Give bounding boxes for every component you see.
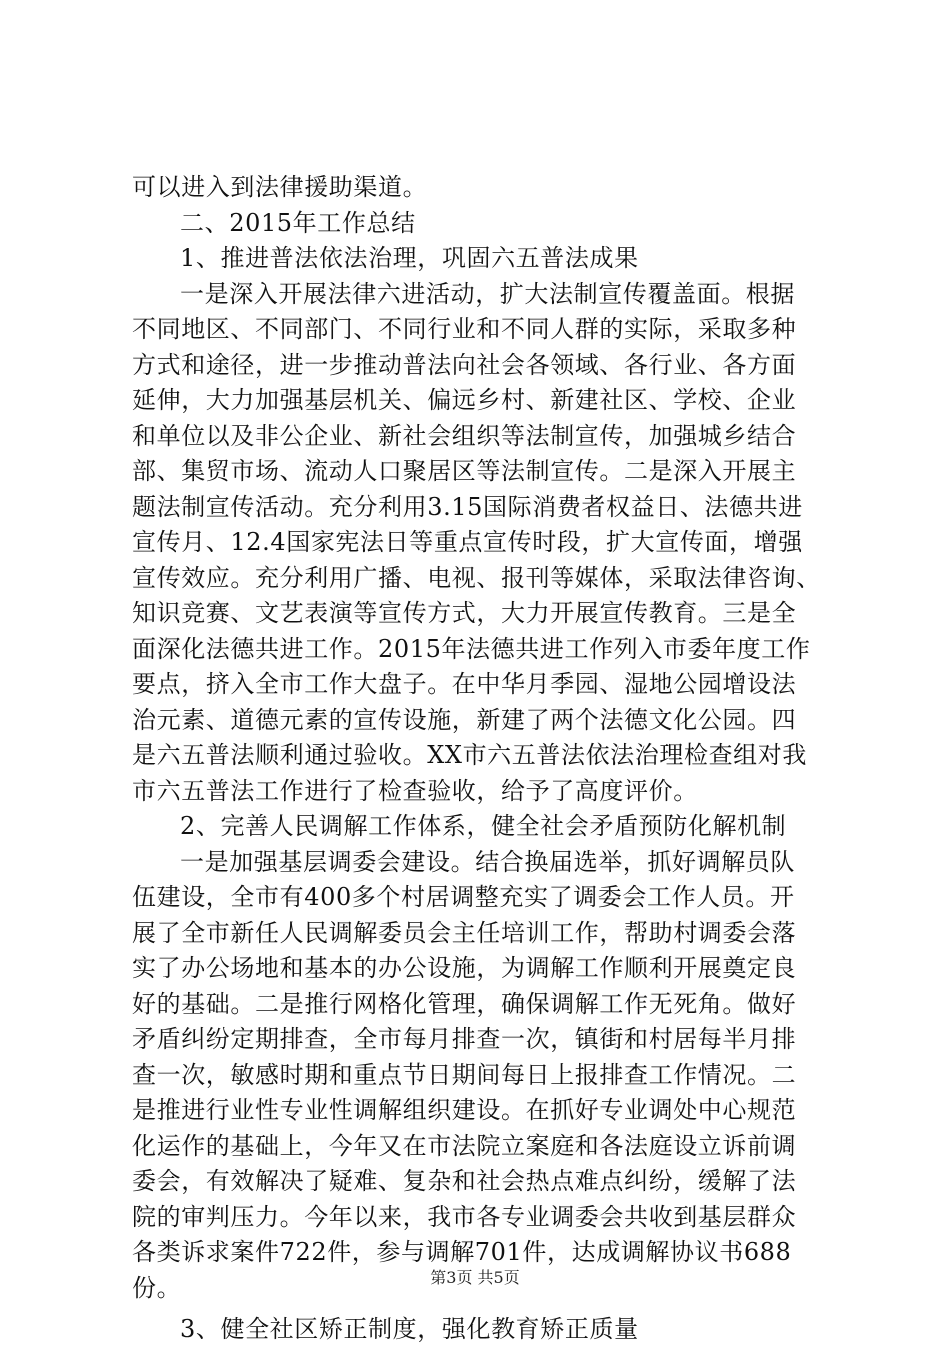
- paragraph-line: 好的基础。二是推行网格化管理，确保调解工作无死角。做好: [132, 989, 797, 1018]
- paragraph-line: 矛盾纠纷定期排查，全市每月排查一次，镇街和村居每半月排: [132, 1025, 797, 1053]
- paragraph-line: 一是加强基层调委会建设。结合换届选举，抓好调解员队: [180, 847, 795, 876]
- paragraph-line: 实了办公场地和基本的办公设施，为调解工作顺利开展奠定良: [132, 954, 797, 982]
- subsection-heading: 1、推进普法依法治理，巩固六五普法成果: [180, 244, 639, 272]
- paragraph-line: 院的审判压力。今年以来，我市各专业调委会共收到基层群众: [132, 1202, 797, 1231]
- paragraph-line: 市六五普法工作进行了检查验收，给予了高度评价。: [132, 776, 698, 805]
- document-body: [132, 170, 832, 1348]
- paragraph-line: 委会，有效解决了疑难、复杂和社会热点难点纠纷，缓解了法: [132, 1167, 797, 1195]
- page-number: 第3页 共5页: [430, 1268, 520, 1287]
- paragraph-line: 宣传月、12.4国家宪法日等重点宣传时段，扩大宣传面，增强: [132, 528, 803, 556]
- paragraph-line: 治元素、道德元素的宣传设施，新建了两个法德文化公园。四: [132, 705, 797, 734]
- paragraph-line: 各类诉求案件722件，参与调解701件，达成调解协议书688: [132, 1238, 792, 1266]
- paragraph-line: 查一次，敏感时期和重点节日期间每日上报排查工作情况。二: [132, 1060, 797, 1089]
- paragraph-line: 知识竞赛、文艺表演等宣传方式，大力开展宣传教育。三是全: [132, 599, 797, 627]
- paragraph-line: 伍建设，全市有400多个村居调整充实了调委会工作人员。开: [132, 883, 795, 911]
- paragraph-line: 和单位以及非公企业、新社会组织等法制宣传，加强城乡结合: [132, 421, 797, 450]
- paragraph-line: 展了全市新任人民调解委员会主任培训工作，帮助村调委会落: [132, 918, 797, 947]
- paragraph-line: 是推进行业性专业性调解组织建设。在抓好专业调处中心规范: [132, 1096, 797, 1124]
- paragraph-line: 宣传效应。充分利用广播、电视、报刊等媒体，采取法律咨询、: [132, 563, 821, 592]
- paragraph-line: 要点，挤入全市工作大盘子。在中华月季园、湿地公园增设法: [132, 670, 797, 698]
- subsection-heading: 3、健全社区矫正制度，强化教育矫正质量: [180, 1315, 639, 1343]
- paragraph-line: 题法制宣传活动。充分利用3.15国际消费者权益日、法德共进: [132, 492, 803, 521]
- paragraph-line: 面深化法德共进工作。2015年法德共进工作列入市委年度工作: [132, 634, 811, 663]
- paragraph-line: 方式和途径，进一步推动普法向社会各领域、各行业、各方面: [132, 350, 797, 379]
- paragraph-line: 延伸，大力加强基层机关、偏远乡村、新建社区、学校、企业: [132, 386, 797, 414]
- paragraph-line: 部、集贸市场、流动人口聚居区等法制宣传。二是深入开展主: [132, 457, 797, 485]
- paragraph-line: 一是深入开展法律六进活动，扩大法制宣传覆盖面。根据: [180, 279, 795, 308]
- paragraph-line: 化运作的基础上，今年又在市法院立案庭和各法庭设立诉前调: [132, 1131, 797, 1160]
- paragraph-line: 份。: [132, 1273, 182, 1302]
- paragraph-line: 不同地区、不同部门、不同行业和不同人群的实际，采取多种: [132, 315, 797, 343]
- page-footer: [0, 1268, 950, 1288]
- paragraph-line: 是六五普法顺利通过验收。XX市六五普法依法治理检查组对我: [132, 741, 807, 769]
- paragraph-line: 可以进入到法律援助渠道。: [132, 173, 428, 201]
- section-heading: 二、2015年工作总结: [180, 208, 416, 237]
- subsection-heading: 2、完善人民调解工作体系，健全社会矛盾预防化解机制: [180, 812, 787, 840]
